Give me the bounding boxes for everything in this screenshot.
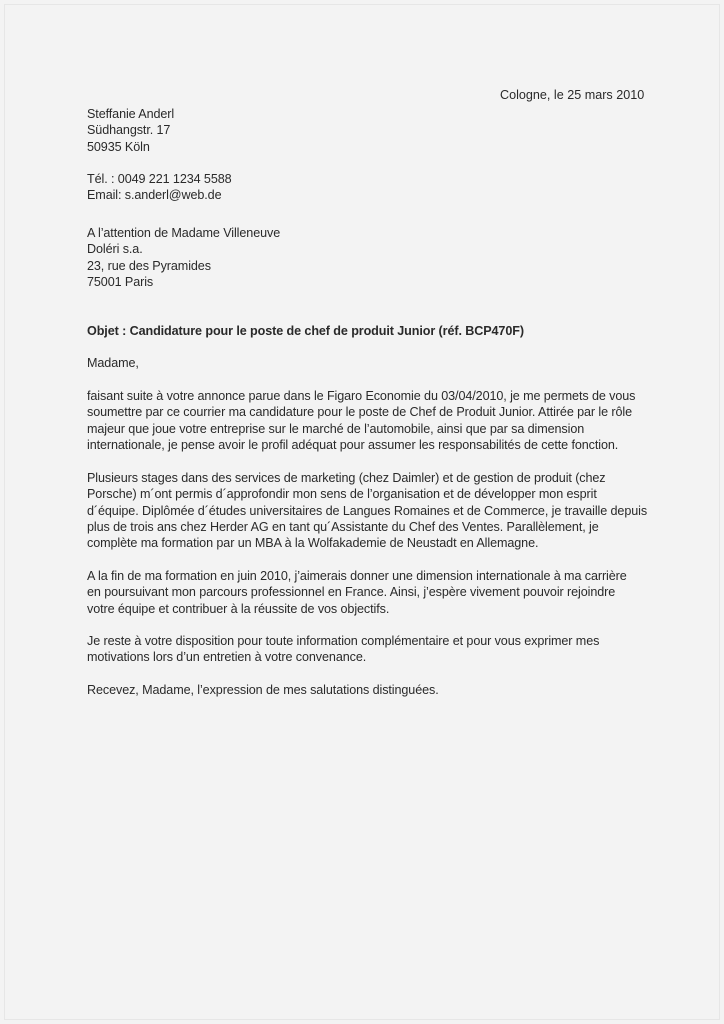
recipient-address [87,225,280,290]
sender-email: Email: s.anderl@web.de [87,188,222,203]
paragraph-4 [87,633,599,666]
letter-salutation: Madame, [87,356,139,370]
sender-street: Südhangstr. 17 [87,123,171,138]
paragraph-line: motivations lors d’un entretien à votre convenance. [87,650,367,665]
sender-address [87,106,174,155]
paragraph-1 [87,388,635,453]
letter-subject: Objet : Candidature pour le poste de chef de produit Junior (réf. BCP470F) [87,324,524,338]
paragraph-line: faisant suite à votre annonce parue dans le Figaro Economie du 03/04/2010, je me permets de vous [87,389,636,403]
recipient-company: Doléri s.a. [87,242,143,257]
paragraph-3 [87,568,627,617]
paragraph-line: plus de trois ans chez Herder AG en tant qu´Assistante du Chef des Ventes. Parallèlement, je [87,519,599,534]
paragraph-line: Plusieurs stages dans des services de marketing (chez Daimler) et de gestion de produit (chez [87,471,606,485]
paragraph-line: complète ma formation par un MBA à la Wolfakademie de Neustadt en Allemagne. [87,536,539,551]
paragraph-line: Porsche) m´ont permis d´approfondir mon sens de l’organisation et de développer mon esprit [87,487,597,502]
paragraph-2 [87,470,647,551]
sender-name: Steffanie Anderl [87,107,175,121]
recipient-street: 23, rue des Pyramides [87,258,211,273]
sender-city: 50935 Köln [87,139,150,154]
recipient-attention: A l’attention de Madame Villeneuve [87,226,281,240]
letter-date: Cologne, le 25 mars 2010 [500,88,645,102]
paragraph-line: soumettre par ce courrier ma candidature pour le poste de Chef de Produit Junior. Attirée par le rôle [87,405,633,420]
paragraph-line: A la fin de ma formation en juin 2010, j’aimerais donner une dimension internationale à ma carrière [87,569,627,583]
paragraph-line: internationale, je pense avoir le profil adéquat pour assumer les responsabilités de cette fonction. [87,437,619,452]
paragraph-line: majeur que joue votre entreprise sur le marché de l’automobile, ainsi que par sa dimension [87,421,585,436]
paragraph-line: d´équipe. Diplômée d´études universitaires de Langues Romaines et de Commerce, je travaille depuis [87,503,648,518]
sender-phone: Tél. : 0049 221 1234 5588 [87,172,232,186]
recipient-city: 75001 Paris [87,274,154,289]
paragraph-line: votre équipe et contribuer à la réussite de vos objectifs. [87,601,390,616]
paragraph-line: Je reste à votre disposition pour toute information complémentaire et pour vous exprimer mes [87,634,600,648]
sender-contact [87,171,232,204]
letter-closing: Recevez, Madame, l’expression de mes salutations distinguées. [87,683,439,697]
paragraph-line: en poursuivant mon parcours professionnel en France. Ainsi, j’espère vivement pouvoir rejoindre [87,585,616,600]
